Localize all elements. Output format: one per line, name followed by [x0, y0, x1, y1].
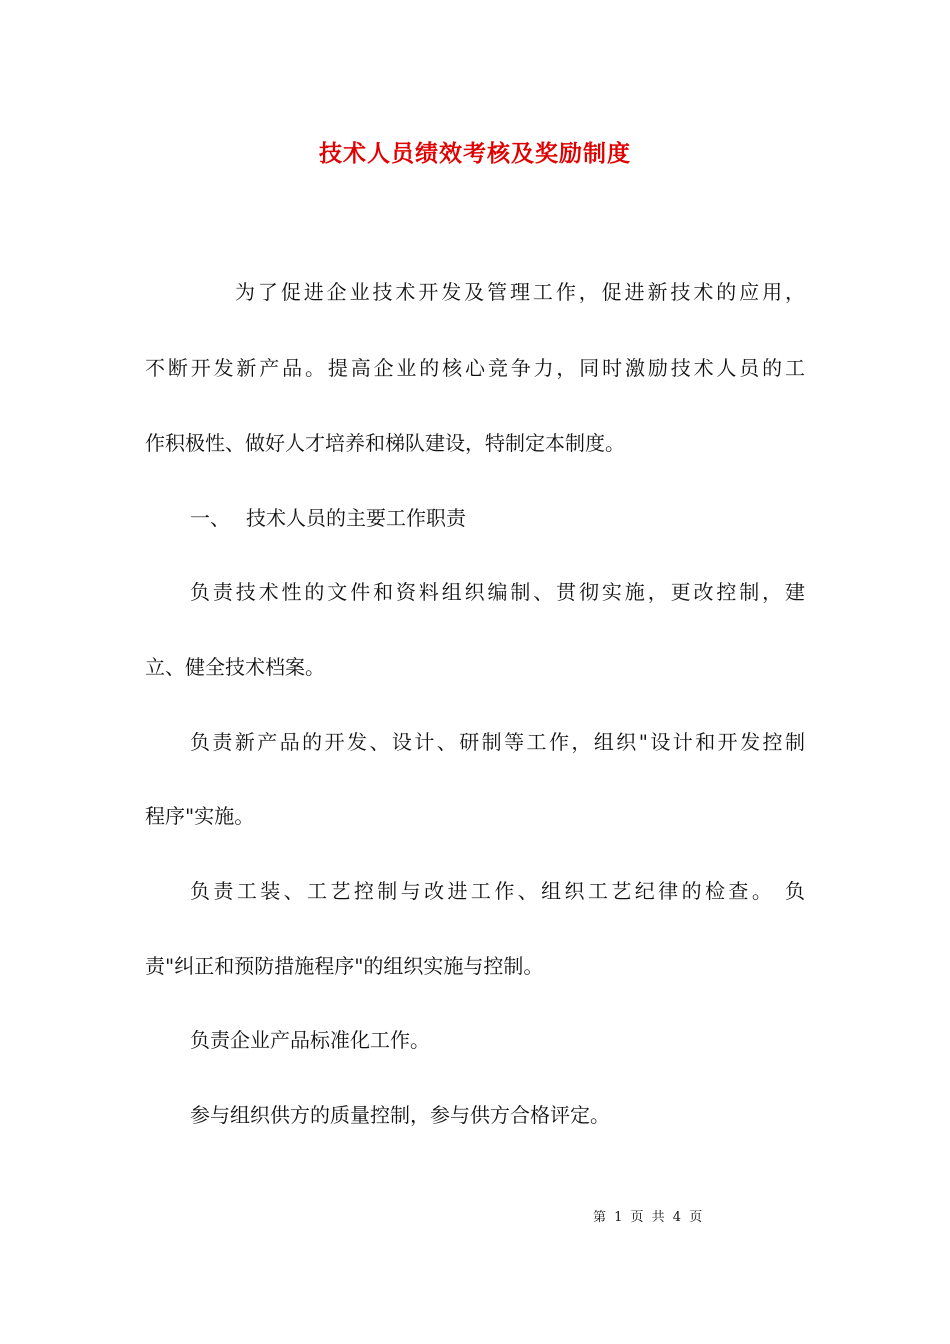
intro-line-2: 不断开发新产品。提高企业的核心竞争力，同时激励技术人员的工: [145, 356, 805, 380]
document-title: 技术人员绩效考核及奖励制度: [319, 140, 631, 167]
duty-line-8: 参与组织供方的质量控制，参与供方合格评定。: [190, 1103, 610, 1127]
section-heading-text: 技术人员的主要工作职责: [246, 506, 466, 530]
section-heading: [190, 503, 805, 533]
page-number-footer: 第 1 页 共 4 页: [593, 1210, 703, 1225]
duty-line-5: 负责工装、工艺控制与改进工作、组织工艺纪律的检查。 负: [190, 879, 805, 903]
section-number: 一、: [190, 506, 230, 530]
intro-line-3: 作积极性、做好人才培养和梯队建设，特制定本制度。: [145, 431, 625, 455]
intro-line-1: 为了促进企业技术开发及管理工作，促进新技术的应用，: [235, 280, 805, 304]
duty-line-4: 程序"实施。: [145, 804, 255, 828]
duty-line-3: 负责新产品的开发、设计、研制等工作，组织"设计和开发控制: [190, 730, 805, 754]
duty-line-7: 负责企业产品标准化工作。: [190, 1028, 430, 1052]
duty-line-6: 责"纠正和预防措施程序"的组织实施与控制。: [145, 954, 544, 978]
duty-line-1: 负责技术性的文件和资料组织编制、贯彻实施，更改控制，建: [190, 580, 805, 604]
duty-line-2: 立、健全技术档案。: [145, 655, 325, 679]
